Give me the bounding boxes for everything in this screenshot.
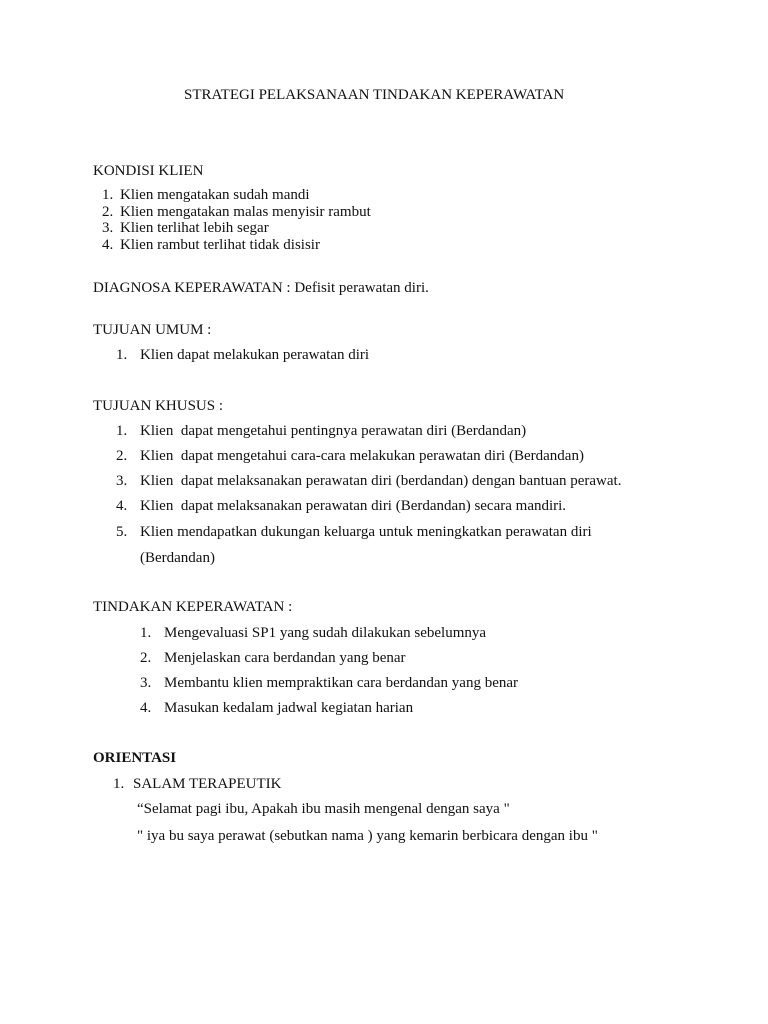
- list-item: [140, 675, 518, 692]
- list-number: 4.: [116, 498, 128, 514]
- list-text: Klien mengatakan sudah mandi: [120, 187, 310, 203]
- kondisi-heading: KONDISI KLIEN: [93, 163, 204, 179]
- list-text: Menjelaskan cara berdandan yang benar: [164, 650, 406, 666]
- document-title: STRATEGI PELAKSANAAN TINDAKAN KEPERAWATAN: [184, 87, 565, 103]
- list-text: Klien rambut terlihat tidak disisir: [120, 237, 320, 253]
- list-item: [116, 347, 369, 364]
- list-item: [102, 220, 269, 237]
- list-item: [116, 498, 566, 515]
- list-number: 5.: [116, 524, 128, 540]
- list-item: [116, 448, 584, 465]
- list-number: 2.: [140, 650, 152, 666]
- list-item: [140, 650, 406, 667]
- orientasi-heading: ORIENTASI: [93, 750, 177, 766]
- list-number: 2.: [102, 204, 114, 220]
- list-item: [113, 776, 281, 793]
- list-number: 2.: [116, 448, 128, 464]
- list-text: Klien dapat melaksanakan perawatan diri (Berdandan) secara mandiri.: [140, 498, 567, 514]
- list-number: 3.: [102, 220, 114, 236]
- list-number: 4.: [140, 700, 152, 716]
- list-text: Klien dapat mengetahui pentingnya perawatan diri (Berdandan): [140, 423, 527, 439]
- quote-line: “Selamat pagi ibu, Apakah ibu masih mengenal dengan saya ": [137, 801, 510, 817]
- tujuan-khusus-heading: TUJUAN KHUSUS :: [93, 398, 224, 414]
- list-text: Klien mengatakan malas menyisir rambut: [120, 204, 371, 220]
- tindakan-heading: TINDAKAN KEPERAWATAN :: [93, 599, 293, 615]
- list-item: [116, 524, 592, 541]
- list-text: SALAM TERAPEUTIK: [133, 776, 282, 792]
- tujuan-umum-heading: TUJUAN UMUM :: [93, 322, 212, 338]
- list-item: [116, 423, 526, 440]
- list-item: [140, 700, 413, 717]
- list-number: 1.: [116, 423, 128, 439]
- diagnosa-line: DIAGNOSA KEPERAWATAN : Defisit perawatan diri.: [93, 280, 429, 296]
- list-item-continuation: (Berdandan): [140, 550, 215, 566]
- list-text: Klien dapat melaksanakan perawatan diri (berdandan) dengan bantuan perawat.: [140, 473, 622, 489]
- list-text: Membantu klien mempraktikan cara berdandan yang benar: [164, 675, 519, 691]
- list-item: [116, 473, 621, 490]
- list-text: Klien dapat mengetahui cara-cara melakukan perawatan diri (Berdandan): [140, 448, 584, 464]
- list-text: Klien terlihat lebih segar: [120, 220, 269, 236]
- list-number: 1.: [140, 625, 152, 641]
- list-text: Klien mendapatkan dukungan keluarga untuk meningkatkan perawatan diri: [140, 524, 592, 540]
- list-number: 1.: [116, 347, 128, 363]
- list-number: 4.: [102, 237, 114, 253]
- list-item: [102, 187, 310, 204]
- list-text: Mengevaluasi SP1 yang sudah dilakukan sebelumnya: [164, 625, 487, 641]
- list-item: [102, 204, 371, 221]
- list-number: 1.: [102, 187, 114, 203]
- list-text: Klien dapat melakukan perawatan diri: [140, 347, 370, 363]
- list-number: 3.: [116, 473, 128, 489]
- list-number: 1.: [113, 776, 125, 792]
- list-item: [140, 625, 486, 642]
- list-number: 3.: [140, 675, 152, 691]
- list-text: Masukan kedalam jadwal kegiatan harian: [164, 700, 414, 716]
- list-item: [102, 237, 320, 254]
- quote-line: " iya bu saya perawat (sebutkan nama ) yang kemarin berbicara dengan ibu ": [137, 828, 598, 844]
